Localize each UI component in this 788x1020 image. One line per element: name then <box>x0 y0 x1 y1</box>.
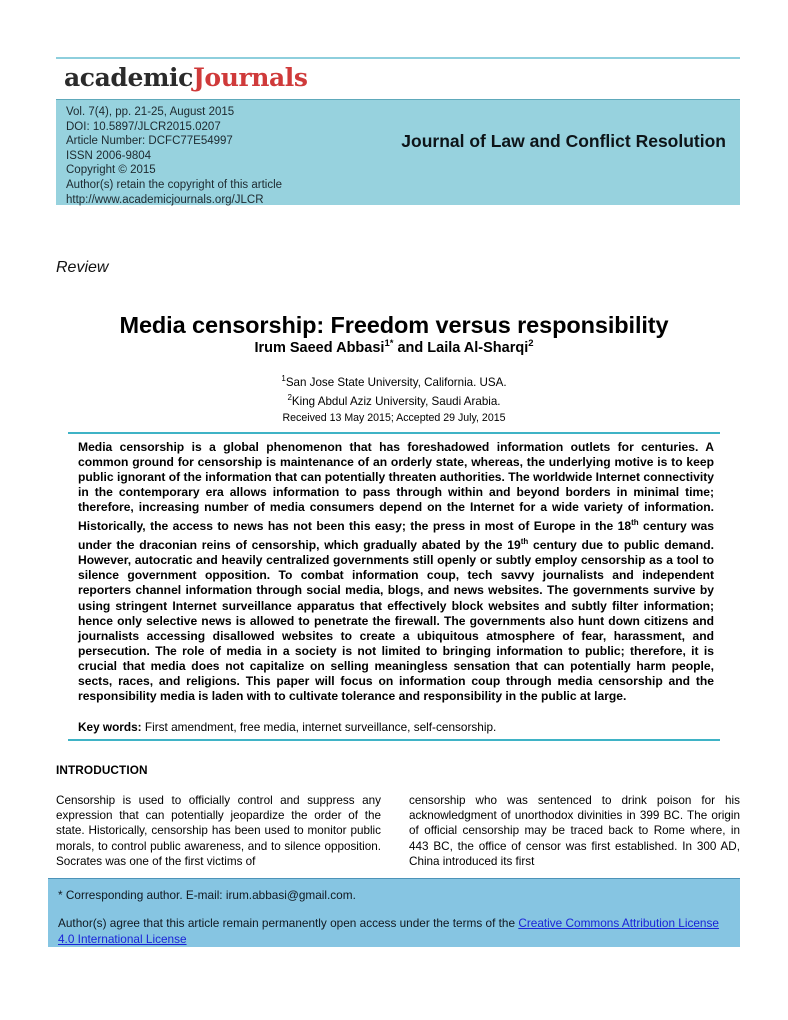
page-title: Media censorship: Freedom versus responsibility <box>119 311 669 338</box>
abstract-part-1: Media censorship is a global phenomenon that has foreshadowed information outlets for centuries. A common ground for censorship is maintenance of an orderly state, whereas, the underlying motive is to keep public ignorant of the information that can potentially threaten authorities. The worldwide Internet connectivity in the contemporary era allows information to pass through within and beyond borders in minimal time; therefore, increasing number of media consumers depend on the Internet for a wide variety of information. Historically, the access to news has not been this easy; the press in most of Europe in the 18 <box>78 440 714 534</box>
affiliation-text-2: King Abdul Aziz University, Saudi Arabia. <box>291 394 501 408</box>
body-column-right: censorship who was sentenced to drink poison for his acknowledgment of unorthodox divinities in 399 BC. The origin of official censorship may be traced back to Rome where, in 443 BC, the office of censor was first established. In 300 AD, China introduced its first <box>409 794 740 868</box>
article-type-label: Review <box>56 259 109 276</box>
journal-name: Journal of Law and Conflict Resolution <box>401 131 726 151</box>
academic-journals-logo[interactable] <box>56 59 740 95</box>
abstract-text <box>78 440 714 704</box>
abstract-ordinal-18th: th <box>631 518 639 528</box>
abstract-part-3: century due to public demand. However, autocratic and heavily centralized governments still openly or subtly employ censorship as a tool to silence government opposition. To combat information coup, tech savvy journalists and independent reporters channel information through social media, blogs, and news websites. The governments survive by using stringent Internet surveillance apparatus that effectively block websites and subtly filter information; hence only selective news is allowed to penetrate the firewall. The governments also hunt down citizens and journalists accessing disallowed websites to create a ubiquitous atmosphere of fear, harassment, and persecution. The role of media in a society is not limited to bringing information to public; therefore, it is crucial that media does not capitalize on selling meaningless sensation that can potentially harm people, sects, races, and religions. This paper will focus on information coup through media censorship and the responsibility media is laden with to cultivate tolerance and responsibility in the public at large. <box>78 538 714 703</box>
keywords-label: Key words: <box>78 720 142 734</box>
author-one-affiliation-marker: 1* <box>384 338 394 349</box>
corresponding-author-note: * Corresponding author. E-mail: irum.abbasi@gmail.com. <box>58 888 356 902</box>
keywords-line <box>78 720 718 735</box>
affiliation-text-1: San Jose State University, California. USA. <box>285 375 507 389</box>
copyright-info: Copyright © 2015 <box>66 164 156 177</box>
body-column-left: Censorship is used to officially control and suppress any expression that can potentially jeopardize the order of the state. Historically, censorship has been used to monitor public morals, to control public awareness, and to silence opposition. Socrates was one of the first victims of <box>56 794 381 868</box>
author-two-affiliation-marker: 2 <box>528 338 534 349</box>
creative-commons-license-link[interactable]: Creative Commons Attribution License 4.0 International License <box>58 916 719 946</box>
abstract-top-rule <box>68 432 720 434</box>
footer-band <box>48 878 740 947</box>
author-conjunction: and Laila Al-Sharqi <box>393 339 529 356</box>
journal-url-link[interactable]: http://www.academicjournals.org/JLCR <box>66 193 264 206</box>
affiliation-marker-2: 2 <box>287 392 292 402</box>
header-metadata-block <box>66 105 282 207</box>
affiliation-marker-1: 1 <box>281 374 286 383</box>
abstract-bottom-rule <box>68 739 720 741</box>
affiliation-list <box>0 371 788 409</box>
rights-info: Author(s) retain the copyright of this article <box>66 178 283 191</box>
license-text: Author(s) agree that this article remain permanently open access under the terms of the <box>58 916 519 930</box>
author-one: Irum Saeed Abbasi <box>254 339 385 356</box>
received-accepted-dates: Received 13 May 2015; Accepted 29 July, 2015 <box>282 412 506 424</box>
logo-text-journals: Journals <box>192 63 308 92</box>
abstract-ordinal-19th: th <box>520 537 529 547</box>
masthead <box>56 57 740 95</box>
doi-info: DOI: 10.5897/JLCR2015.0207 <box>66 120 221 133</box>
logo-text-academic: academic <box>64 63 193 92</box>
header-band <box>56 99 740 205</box>
author-list <box>0 338 788 356</box>
affiliation-item-1 <box>0 371 788 390</box>
article-number-info: Article Number: DCFC77E54997 <box>66 135 233 148</box>
volume-info: Vol. 7(4), pp. 21-25, August 2015 <box>66 106 235 118</box>
affiliation-item-2 <box>0 390 788 409</box>
license-note <box>58 915 730 947</box>
issn-info: ISSN 2006-9804 <box>66 149 152 162</box>
keywords-values: First amendment, free media, internet surveillance, self-censorship. <box>141 720 497 734</box>
abstract-part-2: century was under the draconian reins of censorship, which gradually abated by the 19 <box>78 519 714 553</box>
section-heading-introduction: INTRODUCTION <box>56 763 148 777</box>
